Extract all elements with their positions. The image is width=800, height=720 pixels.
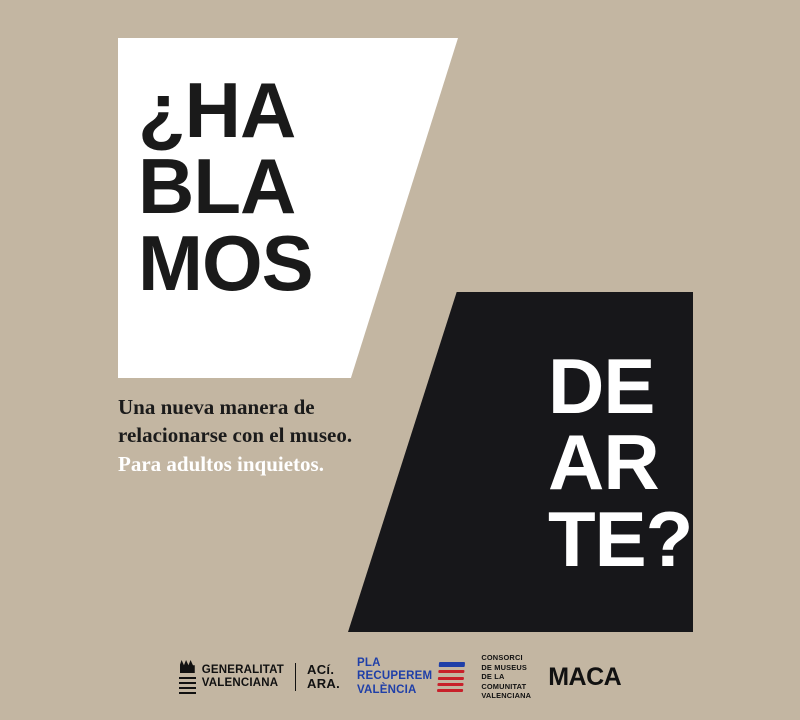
logo-consorci-de-museus: [481, 653, 531, 700]
white-headline-text: [138, 66, 438, 307]
black-headline-line-3: TE?: [548, 494, 693, 583]
logo-generalitat-valenciana: [179, 660, 340, 694]
consorci-line-3: DE LA: [481, 672, 505, 682]
generalitat-crown-icon: [179, 660, 196, 694]
logo-divider: [295, 663, 296, 691]
pla-line-1: PLA: [357, 656, 381, 669]
consorci-line-5: VALENCIANA: [481, 691, 532, 701]
consorci-line-4: COMUNITAT: [481, 681, 527, 691]
aci-line-1: ACí.: [307, 661, 335, 677]
subtitle-line-2: relacionarse con el museo.: [118, 423, 353, 448]
generalitat-valenciana-label: [202, 664, 284, 690]
black-headline-text: [548, 342, 800, 583]
white-headline-line-3: MOS: [138, 218, 313, 307]
consorci-line-1: CONSORCI: [481, 653, 523, 663]
pla-line-3: VALÈNCIA: [357, 683, 417, 696]
generalitat-line-1: GENERALITAT: [201, 663, 285, 676]
consorci-line-2: DE MUSEUS: [481, 662, 528, 672]
black-headline-line-1: DE: [548, 342, 655, 430]
pla-line-2: RECUPEREM: [357, 670, 433, 683]
subtitle-line-3: Para adultos inquietos.: [118, 451, 324, 476]
poster-subtitle: [118, 393, 448, 478]
maca-label: MACA: [548, 662, 622, 691]
white-headline-line-2: BLA: [138, 142, 296, 231]
black-headline-line-2: AR: [548, 418, 659, 507]
generalitat-line-2: VALENCIANA: [201, 677, 279, 689]
aci-ara-label: [307, 663, 340, 692]
aci-line-2: ARA.: [307, 676, 341, 691]
logo-maca: [548, 663, 621, 692]
footer-logo-strip: [0, 648, 800, 706]
consorci-label: [481, 653, 531, 700]
pla-recuperem-label: [357, 657, 432, 698]
white-headline-line-1: ¿HA: [138, 66, 296, 154]
logo-pla-recuperem-valencia: [357, 657, 464, 698]
senyera-flag-icon: [437, 662, 465, 692]
subtitle-line-1: Una nueva manera de: [118, 395, 315, 419]
